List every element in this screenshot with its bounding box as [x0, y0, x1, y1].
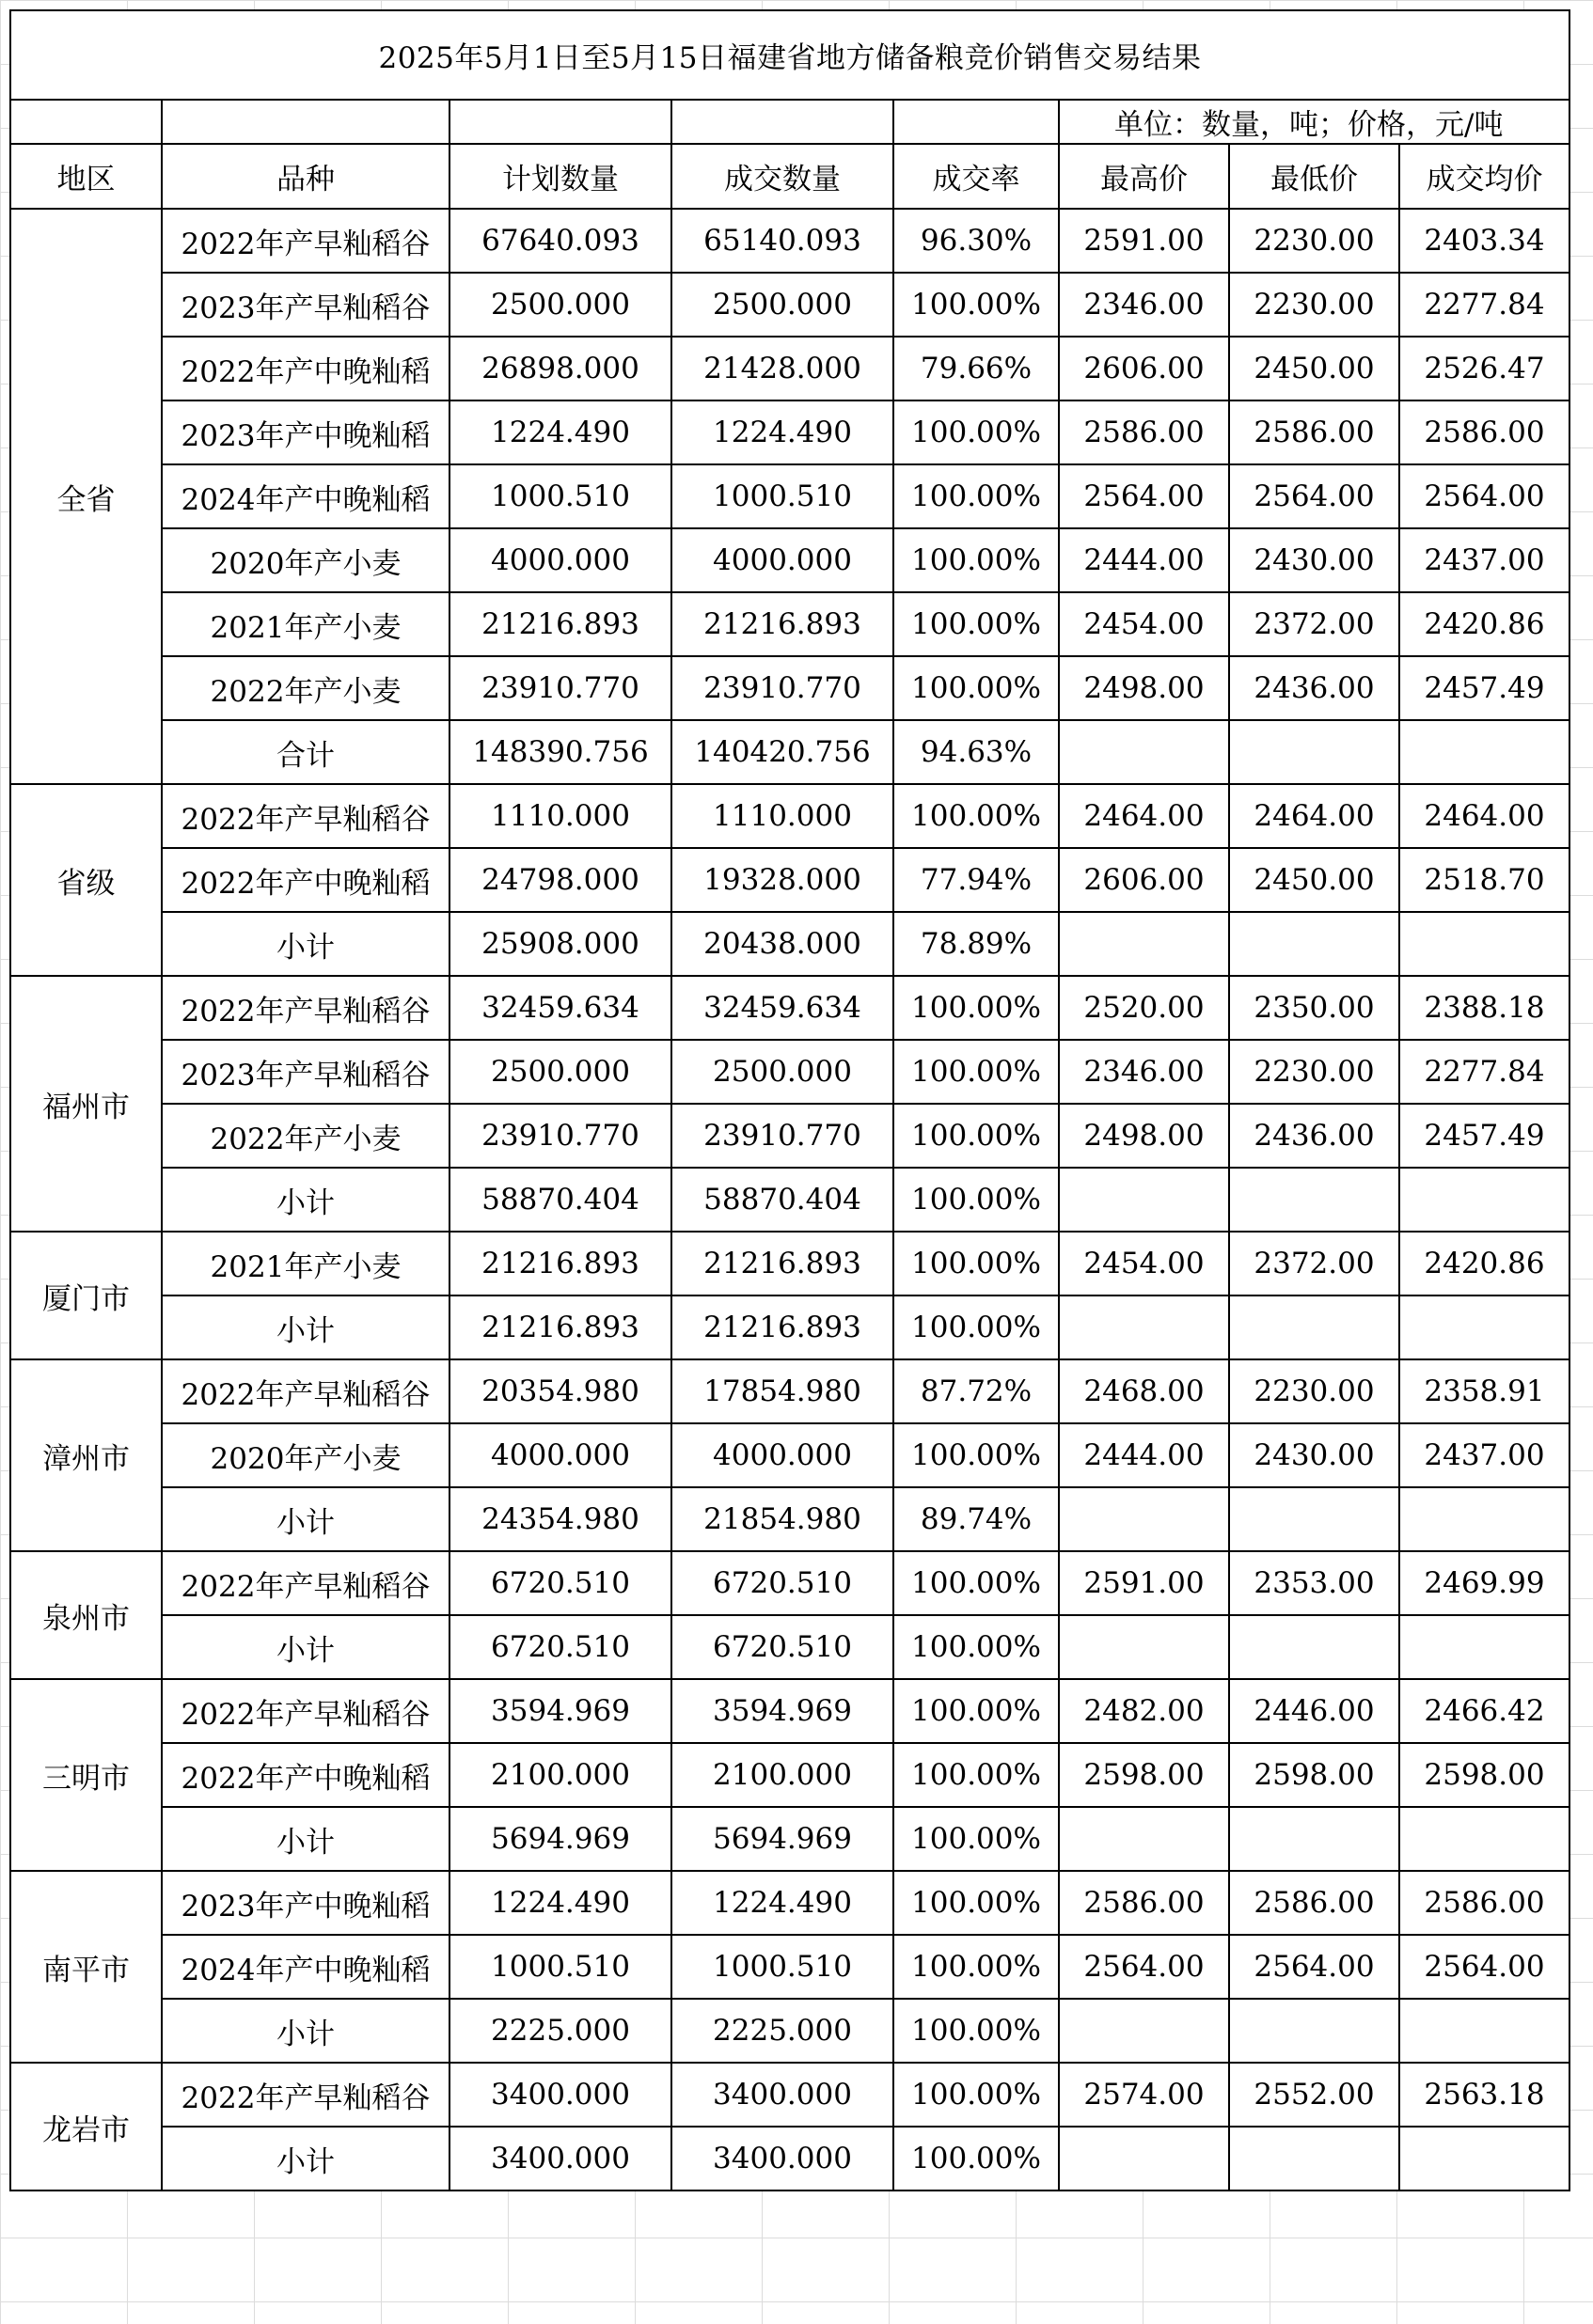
region-cell: 三明市: [10, 1679, 162, 1871]
min-price-cell: 2230.00: [1229, 1359, 1399, 1423]
table-row: [10, 464, 1569, 528]
header-min-price: 最低价: [1229, 144, 1399, 209]
planned-qty-cell: 1224.490: [450, 400, 671, 464]
variety-cell: 小计: [162, 1807, 450, 1871]
region-cell: 南平市: [10, 1871, 162, 2063]
avg-price-cell: [1399, 912, 1569, 976]
traded-qty-cell: 58870.404: [671, 1168, 893, 1232]
region-cell: 龙岩市: [10, 2063, 162, 2191]
traded-qty-cell: 32459.634: [671, 976, 893, 1040]
traded-qty-cell: 21854.980: [671, 1487, 893, 1551]
variety-cell: 小计: [162, 1487, 450, 1551]
planned-qty-cell: 23910.770: [450, 656, 671, 720]
table-row: [10, 1040, 1569, 1104]
planned-qty-cell: 3400.000: [450, 2063, 671, 2127]
max-price-cell: [1059, 1295, 1229, 1359]
min-price-cell: 2586.00: [1229, 1871, 1399, 1935]
avg-price-cell: 2464.00: [1399, 784, 1569, 848]
rate-cell: 100.00%: [893, 1871, 1059, 1935]
traded-qty-cell: 21216.893: [671, 592, 893, 656]
planned-qty-cell: 6720.510: [450, 1615, 671, 1679]
max-price-cell: [1059, 912, 1229, 976]
variety-cell: 2020年产小麦: [162, 1423, 450, 1487]
table-row: [10, 209, 1569, 273]
rate-cell: 100.00%: [893, 1295, 1059, 1359]
planned-qty-cell: 67640.093: [450, 209, 671, 273]
planned-qty-cell: 1224.490: [450, 1871, 671, 1935]
avg-price-cell: 2469.99: [1399, 1551, 1569, 1615]
table-row: [10, 912, 1569, 976]
region-cell: 漳州市: [10, 1359, 162, 1551]
variety-cell: 合计: [162, 720, 450, 784]
rate-cell: 100.00%: [893, 1168, 1059, 1232]
min-price-cell: 2450.00: [1229, 337, 1399, 400]
planned-qty-cell: 1110.000: [450, 784, 671, 848]
empty-cell: [162, 100, 450, 144]
max-price-cell: [1059, 1487, 1229, 1551]
title-row: [10, 10, 1569, 100]
table-row: [10, 1359, 1569, 1423]
planned-qty-cell: 2500.000: [450, 1040, 671, 1104]
planned-qty-cell: 25908.000: [450, 912, 671, 976]
planned-qty-cell: 21216.893: [450, 1232, 671, 1295]
table-row: [10, 1679, 1569, 1743]
max-price-cell: 2482.00: [1059, 1679, 1229, 1743]
planned-qty-cell: 2500.000: [450, 273, 671, 337]
planned-qty-cell: 23910.770: [450, 1104, 671, 1168]
avg-price-cell: [1399, 1295, 1569, 1359]
rate-cell: 100.00%: [893, 784, 1059, 848]
max-price-cell: [1059, 1615, 1229, 1679]
rate-cell: 100.00%: [893, 1423, 1059, 1487]
min-price-cell: 2564.00: [1229, 464, 1399, 528]
avg-price-cell: 2277.84: [1399, 1040, 1569, 1104]
min-price-cell: 2372.00: [1229, 592, 1399, 656]
header-rate: 成交率: [893, 144, 1059, 209]
max-price-cell: [1059, 1999, 1229, 2063]
traded-qty-cell: 2100.000: [671, 1743, 893, 1807]
traded-qty-cell: 1110.000: [671, 784, 893, 848]
rate-cell: 100.00%: [893, 2127, 1059, 2191]
rate-cell: 96.30%: [893, 209, 1059, 273]
max-price-cell: 2468.00: [1059, 1359, 1229, 1423]
planned-qty-cell: 5694.969: [450, 1807, 671, 1871]
rate-cell: 100.00%: [893, 1551, 1059, 1615]
max-price-cell: 2520.00: [1059, 976, 1229, 1040]
max-price-cell: 2498.00: [1059, 656, 1229, 720]
max-price-cell: 2574.00: [1059, 2063, 1229, 2127]
max-price-cell: [1059, 1168, 1229, 1232]
max-price-cell: 2591.00: [1059, 1551, 1229, 1615]
avg-price-cell: 2518.70: [1399, 848, 1569, 912]
max-price-cell: 2564.00: [1059, 1935, 1229, 1999]
max-price-cell: 2464.00: [1059, 784, 1229, 848]
rate-cell: 77.94%: [893, 848, 1059, 912]
planned-qty-cell: 24798.000: [450, 848, 671, 912]
max-price-cell: [1059, 720, 1229, 784]
table-row: [10, 1104, 1569, 1168]
empty-cell: [671, 100, 893, 144]
min-price-cell: 2586.00: [1229, 400, 1399, 464]
traded-qty-cell: 20438.000: [671, 912, 893, 976]
min-price-cell: [1229, 1615, 1399, 1679]
avg-price-cell: 2358.91: [1399, 1359, 1569, 1423]
traded-qty-cell: 21428.000: [671, 337, 893, 400]
min-price-cell: 2353.00: [1229, 1551, 1399, 1615]
traded-qty-cell: 6720.510: [671, 1615, 893, 1679]
max-price-cell: [1059, 1807, 1229, 1871]
planned-qty-cell: 4000.000: [450, 528, 671, 592]
avg-price-cell: [1399, 1615, 1569, 1679]
avg-price-cell: [1399, 1487, 1569, 1551]
variety-cell: 小计: [162, 912, 450, 976]
rate-cell: 100.00%: [893, 1232, 1059, 1295]
table-row: [10, 1423, 1569, 1487]
table-row: [10, 976, 1569, 1040]
rate-cell: 100.00%: [893, 464, 1059, 528]
min-price-cell: 2230.00: [1229, 273, 1399, 337]
variety-cell: 2021年产小麦: [162, 592, 450, 656]
min-price-cell: 2230.00: [1229, 209, 1399, 273]
min-price-cell: [1229, 1168, 1399, 1232]
planned-qty-cell: 3400.000: [450, 2127, 671, 2191]
rate-cell: 100.00%: [893, 1040, 1059, 1104]
traded-qty-cell: 4000.000: [671, 528, 893, 592]
header-traded-qty: 成交数量: [671, 144, 893, 209]
rate-cell: 100.00%: [893, 592, 1059, 656]
traded-qty-cell: 23910.770: [671, 1104, 893, 1168]
avg-price-cell: 2437.00: [1399, 528, 1569, 592]
avg-price-cell: [1399, 2127, 1569, 2191]
table-row: [10, 1295, 1569, 1359]
avg-price-cell: [1399, 1999, 1569, 2063]
table-row: [10, 400, 1569, 464]
min-price-cell: [1229, 912, 1399, 976]
traded-qty-cell: 6720.510: [671, 1551, 893, 1615]
variety-cell: 2022年产小麦: [162, 656, 450, 720]
table-row: [10, 1487, 1569, 1551]
traded-qty-cell: 5694.969: [671, 1807, 893, 1871]
variety-cell: 2022年产小麦: [162, 1104, 450, 1168]
variety-cell: 2023年产中晚籼稻: [162, 1871, 450, 1935]
min-price-cell: 2564.00: [1229, 1935, 1399, 1999]
avg-price-cell: 2277.84: [1399, 273, 1569, 337]
variety-cell: 2022年产早籼稻谷: [162, 209, 450, 273]
rate-cell: 94.63%: [893, 720, 1059, 784]
region-cell: 福州市: [10, 976, 162, 1232]
variety-cell: 2022年产早籼稻谷: [162, 1679, 450, 1743]
header-planned-qty: 计划数量: [450, 144, 671, 209]
rate-cell: 89.74%: [893, 1487, 1059, 1551]
grain-auction-results-table: [9, 9, 1570, 2191]
planned-qty-cell: 20354.980: [450, 1359, 671, 1423]
avg-price-cell: 2457.49: [1399, 656, 1569, 720]
variety-cell: 2022年产早籼稻谷: [162, 1551, 450, 1615]
variety-cell: 2022年产中晚籼稻: [162, 848, 450, 912]
variety-cell: 2020年产小麦: [162, 528, 450, 592]
traded-qty-cell: 140420.756: [671, 720, 893, 784]
rate-cell: 78.89%: [893, 912, 1059, 976]
planned-qty-cell: 1000.510: [450, 464, 671, 528]
table-row: [10, 2127, 1569, 2191]
table-row: [10, 1999, 1569, 2063]
traded-qty-cell: 65140.093: [671, 209, 893, 273]
max-price-cell: 2444.00: [1059, 528, 1229, 592]
variety-cell: 2023年产早籼稻谷: [162, 1040, 450, 1104]
max-price-cell: 2591.00: [1059, 209, 1229, 273]
planned-qty-cell: 32459.634: [450, 976, 671, 1040]
traded-qty-cell: 3594.969: [671, 1679, 893, 1743]
table-row: [10, 784, 1569, 848]
max-price-cell: 2606.00: [1059, 337, 1229, 400]
planned-qty-cell: 148390.756: [450, 720, 671, 784]
rate-cell: 100.00%: [893, 1743, 1059, 1807]
max-price-cell: 2606.00: [1059, 848, 1229, 912]
avg-price-cell: 2420.86: [1399, 592, 1569, 656]
avg-price-cell: 2586.00: [1399, 1871, 1569, 1935]
traded-qty-cell: 17854.980: [671, 1359, 893, 1423]
rate-cell: 87.72%: [893, 1359, 1059, 1423]
header-max-price: 最高价: [1059, 144, 1229, 209]
header-region: 地区: [10, 144, 162, 209]
table-row: [10, 1232, 1569, 1295]
table-title: 2025年5月1日至5月15日福建省地方储备粮竞价销售交易结果: [10, 10, 1569, 100]
avg-price-cell: [1399, 1168, 1569, 1232]
max-price-cell: 2454.00: [1059, 592, 1229, 656]
rate-cell: 100.00%: [893, 1999, 1059, 2063]
max-price-cell: 2586.00: [1059, 400, 1229, 464]
rate-cell: 100.00%: [893, 1807, 1059, 1871]
max-price-cell: 2598.00: [1059, 1743, 1229, 1807]
planned-qty-cell: 21216.893: [450, 1295, 671, 1359]
max-price-cell: 2444.00: [1059, 1423, 1229, 1487]
avg-price-cell: 2526.47: [1399, 337, 1569, 400]
avg-price-cell: 2420.86: [1399, 1232, 1569, 1295]
avg-price-cell: 2563.18: [1399, 2063, 1569, 2127]
rate-cell: 79.66%: [893, 337, 1059, 400]
min-price-cell: 2436.00: [1229, 656, 1399, 720]
avg-price-cell: 2388.18: [1399, 976, 1569, 1040]
planned-qty-cell: 4000.000: [450, 1423, 671, 1487]
planned-qty-cell: 2225.000: [450, 1999, 671, 2063]
variety-cell: 小计: [162, 2127, 450, 2191]
min-price-cell: 2598.00: [1229, 1743, 1399, 1807]
min-price-cell: 2230.00: [1229, 1040, 1399, 1104]
min-price-cell: 2430.00: [1229, 528, 1399, 592]
variety-cell: 2022年产早籼稻谷: [162, 976, 450, 1040]
min-price-cell: 2446.00: [1229, 1679, 1399, 1743]
min-price-cell: 2436.00: [1229, 1104, 1399, 1168]
table-row: [10, 592, 1569, 656]
variety-cell: 2023年产中晚籼稻: [162, 400, 450, 464]
variety-cell: 2022年产中晚籼稻: [162, 337, 450, 400]
table-row: [10, 848, 1569, 912]
table-row: [10, 1935, 1569, 1999]
variety-cell: 小计: [162, 1999, 450, 2063]
avg-price-cell: 2466.42: [1399, 1679, 1569, 1743]
planned-qty-cell: 1000.510: [450, 1935, 671, 1999]
header-variety: 品种: [162, 144, 450, 209]
traded-qty-cell: 2500.000: [671, 273, 893, 337]
max-price-cell: 2586.00: [1059, 1871, 1229, 1935]
region-cell: 泉州市: [10, 1551, 162, 1679]
variety-cell: 2024年产中晚籼稻: [162, 1935, 450, 1999]
region-cell: 全省: [10, 209, 162, 784]
min-price-cell: [1229, 1999, 1399, 2063]
table-row: [10, 1807, 1569, 1871]
avg-price-cell: 2403.34: [1399, 209, 1569, 273]
table-row: [10, 1551, 1569, 1615]
max-price-cell: 2498.00: [1059, 1104, 1229, 1168]
max-price-cell: 2454.00: [1059, 1232, 1229, 1295]
variety-cell: 2022年产早籼稻谷: [162, 2063, 450, 2127]
rate-cell: 100.00%: [893, 400, 1059, 464]
header-row: [10, 144, 1569, 209]
traded-qty-cell: 4000.000: [671, 1423, 893, 1487]
variety-cell: 2022年产早籼稻谷: [162, 784, 450, 848]
unit-row: [10, 100, 1569, 144]
min-price-cell: [1229, 1807, 1399, 1871]
rate-cell: 100.00%: [893, 656, 1059, 720]
avg-price-cell: 2598.00: [1399, 1743, 1569, 1807]
min-price-cell: [1229, 1295, 1399, 1359]
planned-qty-cell: 2100.000: [450, 1743, 671, 1807]
avg-price-cell: 2586.00: [1399, 400, 1569, 464]
rate-cell: 100.00%: [893, 1104, 1059, 1168]
variety-cell: 小计: [162, 1168, 450, 1232]
header-avg-price: 成交均价: [1399, 144, 1569, 209]
max-price-cell: [1059, 2127, 1229, 2191]
table-row: [10, 720, 1569, 784]
rate-cell: 100.00%: [893, 2063, 1059, 2127]
traded-qty-cell: 21216.893: [671, 1232, 893, 1295]
max-price-cell: 2346.00: [1059, 1040, 1229, 1104]
max-price-cell: 2564.00: [1059, 464, 1229, 528]
region-cell: 厦门市: [10, 1232, 162, 1359]
table-row: [10, 1871, 1569, 1935]
planned-qty-cell: 6720.510: [450, 1551, 671, 1615]
traded-qty-cell: 2225.000: [671, 1999, 893, 2063]
table-row: [10, 528, 1569, 592]
empty-cell: [10, 100, 162, 144]
avg-price-cell: 2457.49: [1399, 1104, 1569, 1168]
traded-qty-cell: 19328.000: [671, 848, 893, 912]
variety-cell: 2022年产中晚籼稻: [162, 1743, 450, 1807]
min-price-cell: 2450.00: [1229, 848, 1399, 912]
min-price-cell: [1229, 720, 1399, 784]
variety-cell: 2024年产中晚籼稻: [162, 464, 450, 528]
planned-qty-cell: 21216.893: [450, 592, 671, 656]
min-price-cell: [1229, 1487, 1399, 1551]
table-row: [10, 1168, 1569, 1232]
traded-qty-cell: 23910.770: [671, 656, 893, 720]
variety-cell: 小计: [162, 1615, 450, 1679]
traded-qty-cell: 1000.510: [671, 464, 893, 528]
avg-price-cell: 2564.00: [1399, 464, 1569, 528]
table-row: [10, 2063, 1569, 2127]
variety-cell: 小计: [162, 1295, 450, 1359]
traded-qty-cell: 21216.893: [671, 1295, 893, 1359]
table-row: [10, 273, 1569, 337]
traded-qty-cell: 1224.490: [671, 400, 893, 464]
avg-price-cell: 2437.00: [1399, 1423, 1569, 1487]
min-price-cell: [1229, 2127, 1399, 2191]
traded-qty-cell: 2500.000: [671, 1040, 893, 1104]
planned-qty-cell: 3594.969: [450, 1679, 671, 1743]
variety-cell: 2023年产早籼稻谷: [162, 273, 450, 337]
avg-price-cell: [1399, 720, 1569, 784]
min-price-cell: 2552.00: [1229, 2063, 1399, 2127]
max-price-cell: 2346.00: [1059, 273, 1229, 337]
table-row: [10, 337, 1569, 400]
empty-cell: [893, 100, 1059, 144]
table-row: [10, 1615, 1569, 1679]
traded-qty-cell: 1000.510: [671, 1935, 893, 1999]
rate-cell: 100.00%: [893, 528, 1059, 592]
avg-price-cell: 2564.00: [1399, 1935, 1569, 1999]
rate-cell: 100.00%: [893, 273, 1059, 337]
planned-qty-cell: 26898.000: [450, 337, 671, 400]
region-cell: 省级: [10, 784, 162, 976]
planned-qty-cell: 58870.404: [450, 1168, 671, 1232]
min-price-cell: 2372.00: [1229, 1232, 1399, 1295]
variety-cell: 2021年产小麦: [162, 1232, 450, 1295]
table-row: [10, 1743, 1569, 1807]
rate-cell: 100.00%: [893, 1935, 1059, 1999]
avg-price-cell: [1399, 1807, 1569, 1871]
rate-cell: 100.00%: [893, 1679, 1059, 1743]
min-price-cell: 2464.00: [1229, 784, 1399, 848]
min-price-cell: 2350.00: [1229, 976, 1399, 1040]
variety-cell: 2022年产早籼稻谷: [162, 1359, 450, 1423]
planned-qty-cell: 24354.980: [450, 1487, 671, 1551]
rate-cell: 100.00%: [893, 1615, 1059, 1679]
traded-qty-cell: 3400.000: [671, 2127, 893, 2191]
table-row: [10, 656, 1569, 720]
empty-cell: [450, 100, 671, 144]
min-price-cell: 2430.00: [1229, 1423, 1399, 1487]
traded-qty-cell: 3400.000: [671, 2063, 893, 2127]
traded-qty-cell: 1224.490: [671, 1871, 893, 1935]
unit-note: 单位：数量，吨；价格，元/吨: [1059, 100, 1569, 144]
rate-cell: 100.00%: [893, 976, 1059, 1040]
